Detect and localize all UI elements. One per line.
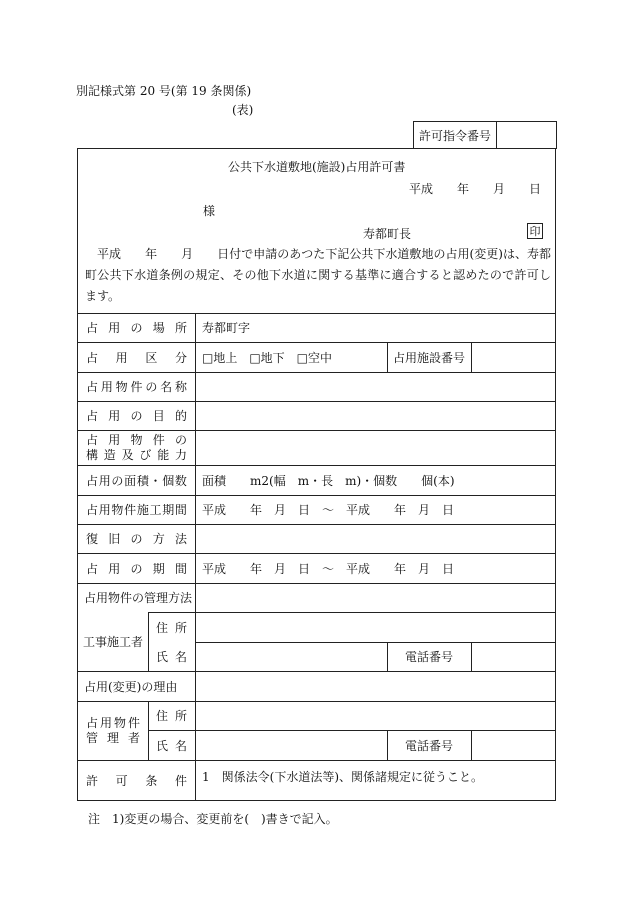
side-label: (表) [232, 103, 254, 117]
permit-number-label: 許可指令番号 [414, 122, 497, 149]
restoration-field[interactable] [195, 524, 555, 553]
management-method-field[interactable] [195, 583, 555, 612]
location-label: 占 用 の 場 所 [86, 321, 187, 335]
restoration-label: 復 旧 の 方 法 [86, 532, 187, 546]
manager-address-field[interactable] [195, 701, 555, 730]
manager-phone-field[interactable] [471, 730, 555, 760]
period-label: 占 用 の 期 間 [86, 561, 187, 576]
document-title: 公共下水道敷地(施設)占用許可書 [228, 160, 406, 174]
object-name-field[interactable] [195, 372, 555, 401]
area-field[interactable]: 面積 m2(幅 m・長 m)・個数 個(本) [202, 473, 455, 488]
reason-field[interactable] [195, 671, 555, 701]
seal-mark: 印 [527, 223, 543, 239]
manager-phone-label: 電話番号 [404, 738, 453, 753]
structure-field[interactable] [195, 430, 555, 465]
footer-note: 注 1)変更の場合、変更前を( )書きで記入。 [88, 812, 338, 826]
conditions-text: 1 関係法令(下水道法等)、関係諸規定に従うこと。 [202, 770, 484, 784]
form-code: 別記様式第 20 号(第 19 条関係) [76, 84, 252, 98]
addressee-suffix: 様 [203, 204, 216, 218]
contractor-name-label: 氏 名 [156, 650, 187, 664]
area-label: 占 用 の 面 積 ・ 個 数 [86, 473, 187, 488]
contractor-phone-field[interactable] [471, 642, 555, 671]
manager-name-label: 氏 名 [156, 738, 187, 753]
contractor-address-field[interactable] [195, 612, 555, 642]
construction-period-label: 占 用 物 件 施 工 期 間 [86, 503, 187, 517]
category-checkboxes[interactable]: □地上 □地下 □空中 [202, 350, 333, 365]
facility-number-label: 占用施設番号 [392, 350, 465, 365]
structure-label: 占 用 物 件 の 構 造 及 び 能 力 [86, 432, 187, 462]
permit-number-box [413, 121, 557, 149]
manager-name-field[interactable] [195, 730, 387, 760]
reason-label: 占用(変更)の理由 [84, 679, 178, 694]
purpose-field[interactable] [195, 401, 555, 430]
manager-address-label: 住 所 [156, 709, 187, 723]
contractor-address-label: 住 所 [156, 620, 187, 635]
category-label: 占 用 区 分 [86, 350, 187, 365]
purpose-label: 占 用 の 目 的 [86, 409, 187, 423]
issue-date: 平成 年 月 日 [409, 182, 542, 196]
conditions-label: 許 可 条 件 [86, 773, 187, 788]
contractor-name-field[interactable] [195, 642, 387, 671]
facility-number-field[interactable] [471, 342, 555, 372]
period-field[interactable]: 平成 年 月 日 ～ 平成 年 月 日 [202, 561, 455, 576]
manager-label: 占 用 物 件 管 理 者 [86, 715, 140, 745]
issuer: 寿都町長 [363, 227, 412, 241]
intro-text: 平成 年 月 日付で申請のあつた下記公共下水道敷地の占用(変更)は、寿都町公共下水道条例の規定、その他下水道に関する基準に適合すると認めたので許可します。 [85, 247, 551, 303]
construction-period-field[interactable]: 平成 年 月 日 ～ 平成 年 月 日 [202, 503, 455, 517]
location-field[interactable]: 寿都町字 [202, 321, 251, 335]
contractor-label: 工事施工者 [82, 635, 143, 649]
management-method-label: 占用物件の管理方法 [84, 591, 193, 605]
permit-form [77, 148, 556, 801]
contractor-phone-label: 電話番号 [404, 650, 453, 664]
object-name-label: 占 用 物 件 の 名 称 [86, 380, 187, 394]
